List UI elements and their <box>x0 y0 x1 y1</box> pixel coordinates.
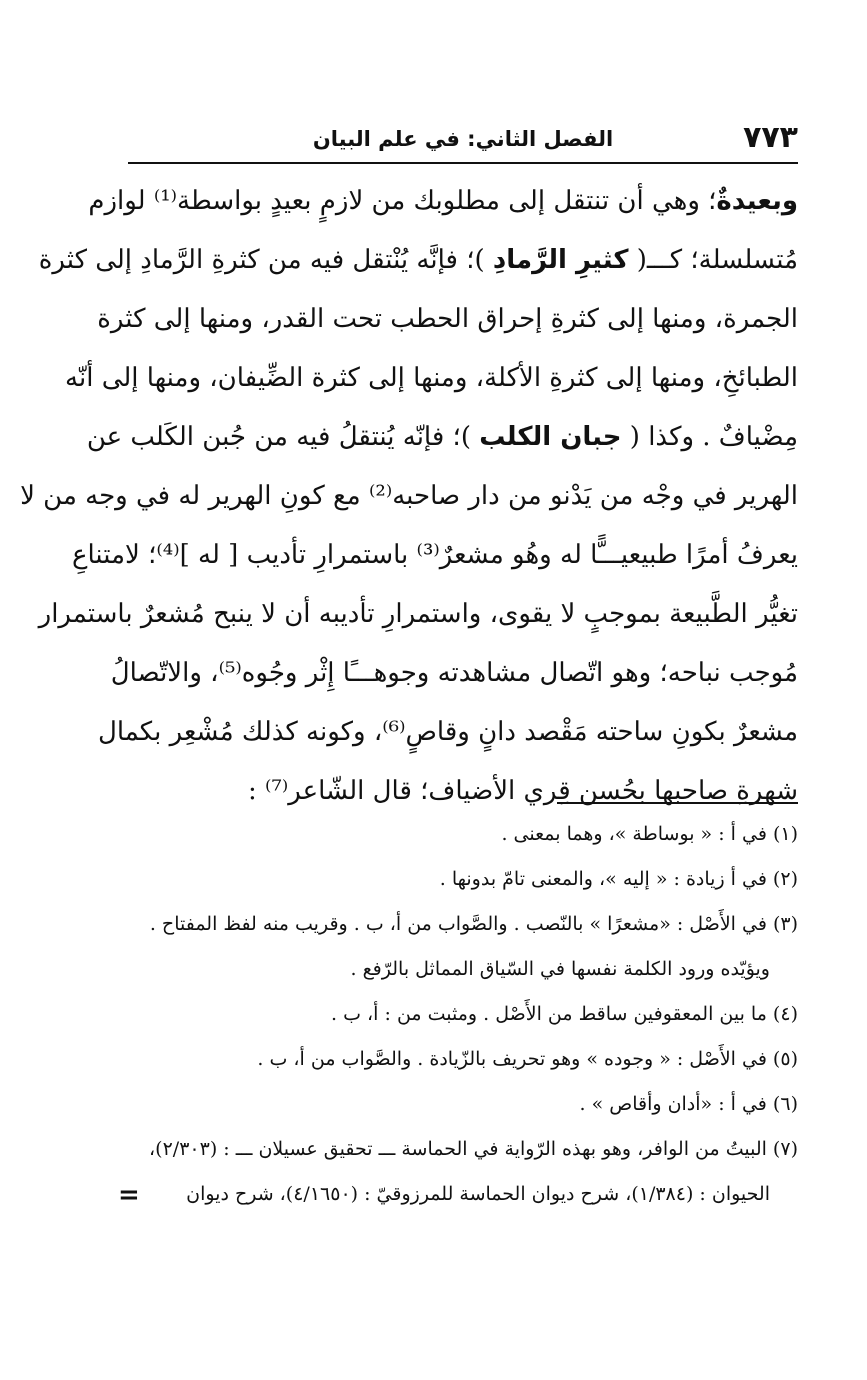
text-line: شهرةِ صاحبها بحُسن قِري الأضياف؛ قال الشّاعر⁽⁷⁾ : <box>248 776 798 806</box>
footnote: (٤) ما بين المعقوفين ساقط من الأَصْل . ومثبت من : أ، ب . <box>331 1003 798 1025</box>
main-paragraph <box>20 172 798 821</box>
text-line: مِضْيافٌ . وكذا ( جبان الكلب )؛ فإنّه يُنتقلُ فيه من جُبن الكَلب عن <box>86 422 798 452</box>
bold-term: جبان الكلب <box>479 422 622 452</box>
continuation-mark: = <box>118 1180 140 1210</box>
footnote-continuation: الحيوان : (١/٣٨٤)، شرح ديوان الحماسة للمرزوقيّ : (٤/١٦٥٠)، شرح ديوان <box>186 1183 770 1205</box>
bold-term: كثيرِ الرَّمادِ <box>492 245 629 275</box>
text-line: مُوجب نباحه؛ وهو اتّصال مشاهدته وجوهـــًا إِثْر وجُوه⁽⁵⁾، والاتّصالُ <box>110 658 798 688</box>
text-line: يعرفُ أمرًا طبيعيـــًّا له وهُو مشعرٌ⁽³⁾ باستمرارِ تأديب [ له ]⁽⁴⁾؛ لامتناعِ <box>72 540 798 570</box>
footnote-continuation: ويؤيّده ورود الكلمة نفسها في السّياق المماثل بالرّفع . <box>350 958 770 980</box>
footnotes <box>128 812 798 1217</box>
text-line: الهرير في وجْه من يَدْنو من دار صاحبه⁽²⁾ مع كونِ الهرير له في وجه من لا <box>20 481 798 511</box>
footnote-separator <box>557 802 798 804</box>
footnote: (٦) في أ : «أدان وأقاص » . <box>579 1093 798 1115</box>
footnote: (١) في أ : « بوساطة »، وهما بمعنى . <box>501 823 798 845</box>
footnote: (٢) في أ زيادة : « إليه »، والمعنى تامّ بدونها . <box>439 868 798 890</box>
text-line: الطبائخِ، ومنها إلى كثرةِ الأكلة، ومنها إلى كثرة الضِّيفان، ومنها إلى أنّه <box>65 363 798 393</box>
text-line: وبعيدةٌ؛ وهي أن تنتقل إلى مطلوبك من لازمٍ بعيدٍ بواسطة⁽¹⁾ لوازم <box>88 186 798 216</box>
bold-term: وبعيدةٌ <box>716 186 798 216</box>
text-line: مُتسلسلة؛ كـــ( كثيرِ الرَّمادِ )؛ فإنَّه يُنْتقل فيه من كثرةِ الرَّمادِ إلى كثرة <box>38 245 798 275</box>
chapter-title: الفصل الثاني: في علم البيان <box>312 127 614 151</box>
footnote: (٧) البيتُ من الوافر، وهو بهذه الرّواية في الحماسة ـــ تحقيق عسيلان ـــ : (٢/٣٠٣)، <box>149 1138 798 1160</box>
text-line: تغيُّر الطَّبيعة بموجبٍ لا يقوى، واستمرارِ تأديبه أن لا ينبح مُشعرٌ باستمرار <box>38 599 798 629</box>
text-line: الجمرة، ومنها إلى كثرةِ إحراق الحطب تحت القدر، ومنها إلى كثرة <box>97 304 798 334</box>
running-header <box>128 118 798 164</box>
footnote: (٣) في الأَصْل : «مشعرًا » بالنّصب . والصَّواب من أ، ب . وقريب منه لفظ المفتاح . <box>149 913 798 935</box>
text-line: مشعرٌ بكونِ ساحته مَقْصد دانٍ وقاصٍ⁽⁶⁾، وكونه كذلك مُشْعِر بكمال <box>97 717 798 747</box>
footnote: (٥) في الأَصْل : « وجوده » وهو تحريف بالزّيادة . والصَّواب من أ، ب . <box>257 1048 798 1070</box>
page-number: ٧٧٣ <box>743 120 798 155</box>
